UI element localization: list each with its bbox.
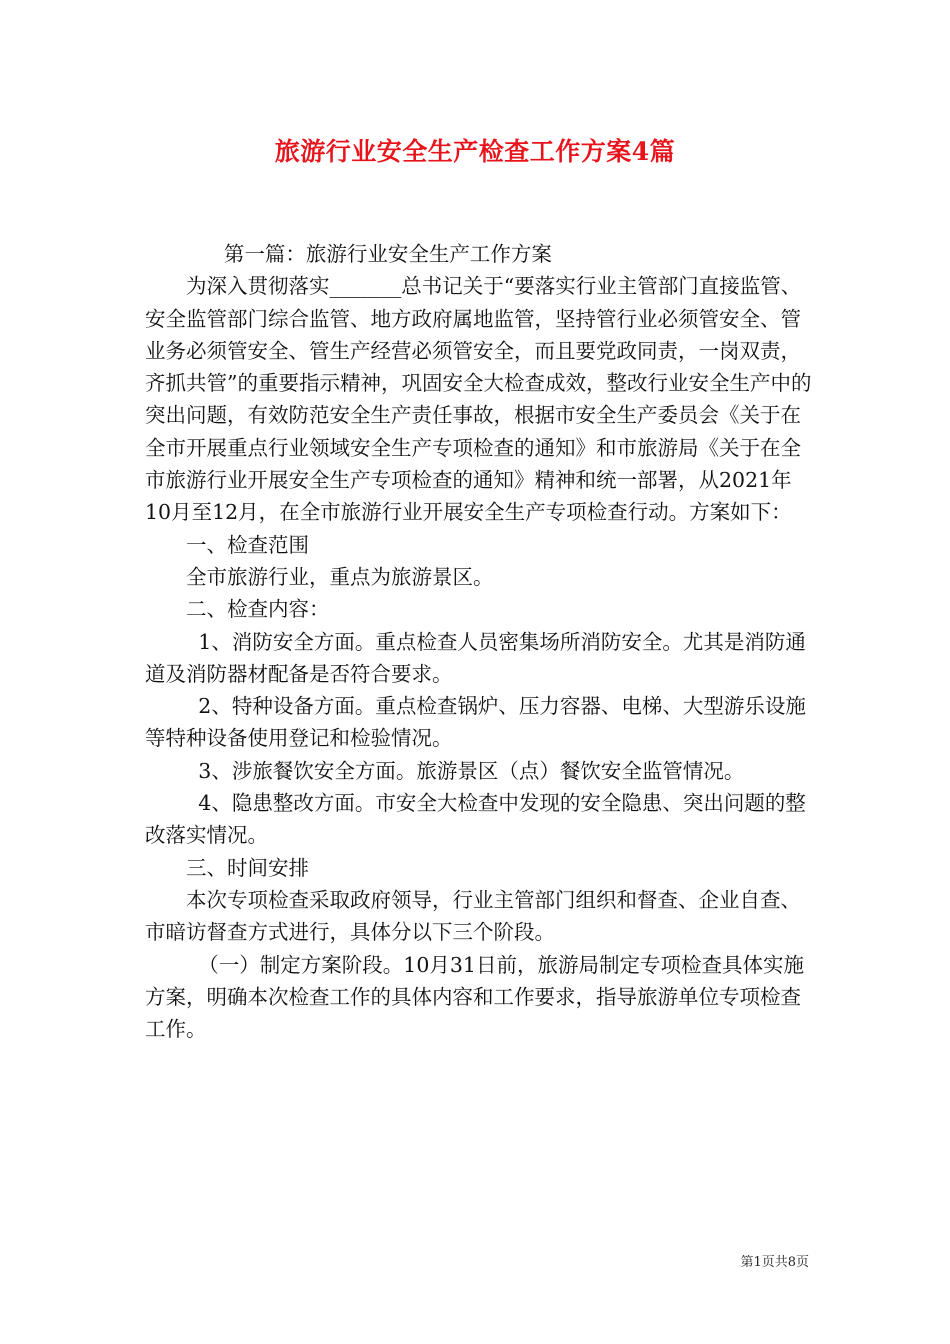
intro-paragraph: 为深入贯彻落实_______总书记关于“要落实行业主管部门直接监管、安全监管部门综合监管、地方政府属地监管，坚持管行业必须管安全、管业务必须管安全、管生产经营必须管安全，而且要党政同责，一岗双责，齐抓共管”的重要指示精神，巩固安全大检查成效，整改行业安全生产中的突出问题，有效防范安全生产责任事故，根据市安全生产委员会《关于在全市开展重点行业领域安全生产专项检查的通知》和市旅游局《关于在全市旅游行业开展安全生产专项检查的通知》精神和统一部署，从2021年10月至12月，在全市旅游行业开展安全生产专项检查行动。方案如下：	[145, 274, 812, 525]
document-title: 旅游行业安全生产检查工作方案4篇	[274, 137, 676, 166]
item-stage-one: （一）制定方案阶段。10月31日前，旅游局制定专项检查具体实施方案，明确本次检查工作的具体内容和工作要求，指导旅游单位专项检查工作。	[145, 952, 804, 1042]
item-hazard-rectification: 4、隐患整改方面。市安全大检查中发现的安全隐患、突出问题的整改落实情况。	[145, 791, 806, 848]
item-fire-safety: 1、消防安全方面。重点检查人员密集场所消防安全。尤其是消防通道及消防器材配备是否符合要求。	[145, 629, 806, 686]
paragraph-schedule: 本次专项检查采取政府领导，行业主管部门组织和督查、企业自查、市暗访督查方式进行，具体分以下三个阶段。	[145, 887, 801, 945]
heading-scope: 一、检查范围	[186, 532, 309, 557]
heading-content: 二、检查内容：	[186, 597, 330, 622]
paragraph-scope: 全市旅游行业，重点为旅游景区。	[186, 564, 494, 589]
heading-schedule: 三、时间安排	[186, 855, 309, 880]
item-catering-safety: 3、涉旅餐饮安全方面。旅游景区（点）餐饮安全监管情况。	[198, 758, 745, 783]
document-body	[145, 238, 813, 1045]
item-special-equipment: 2、特种设备方面。重点检查锅炉、压力容器、电梯、大型游乐设施等特种设备使用登记和检验情况。	[145, 694, 806, 751]
page-number: 第1页共8页	[740, 1255, 809, 1270]
section-heading: 第一篇：旅游行业安全生产工作方案	[223, 242, 552, 266]
